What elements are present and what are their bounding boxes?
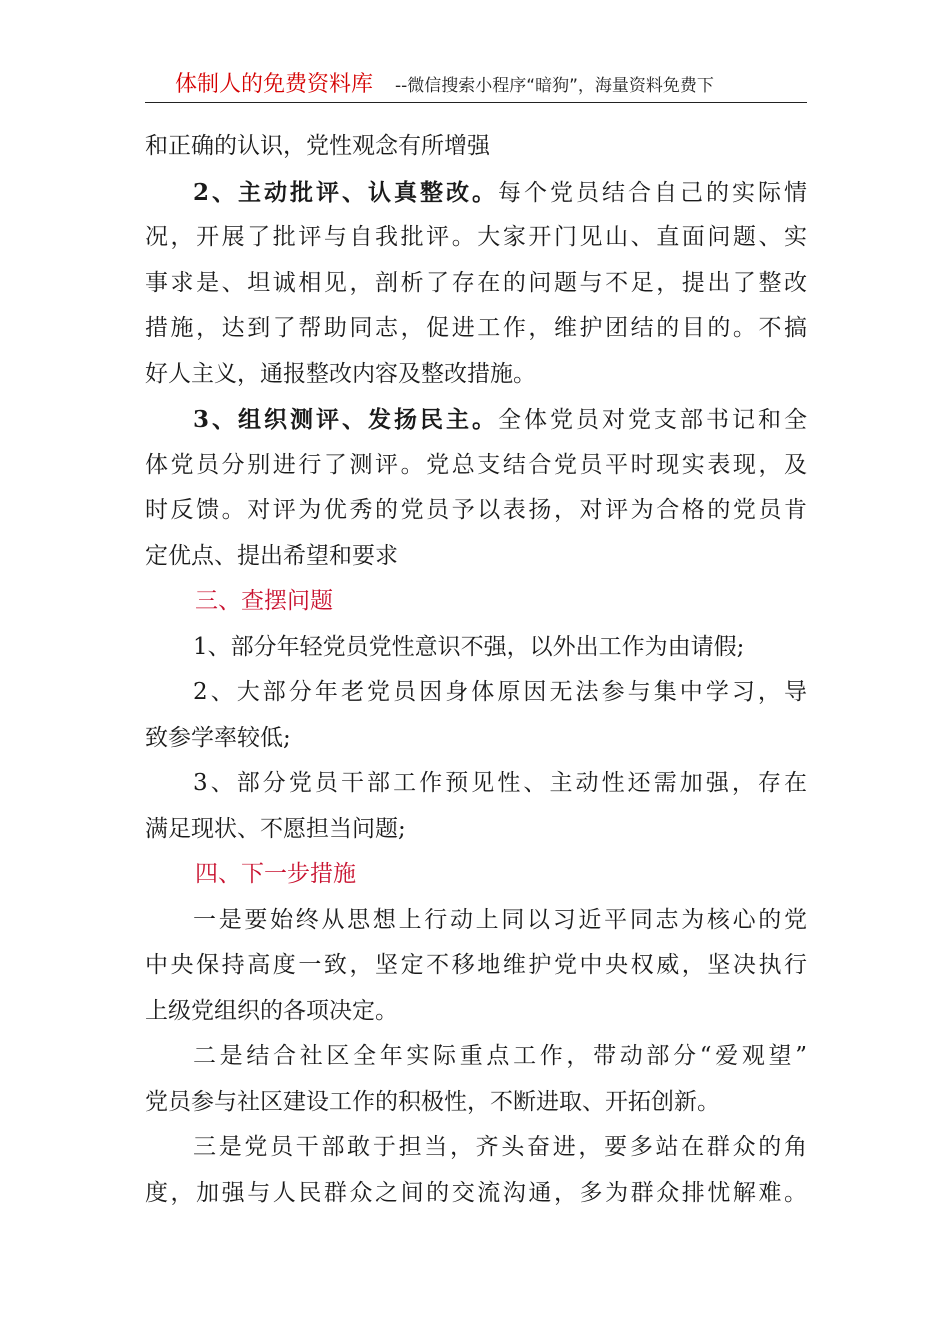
paragraph-line: 上级党组织的各项决定。 [145,997,398,1024]
paragraph-text: 每个党员结合自己的实际情 [498,179,807,206]
paragraph-line [145,170,807,216]
paragraph-line: 1、部分年轻党员党性意识不强，以外出工作为由请假; [193,633,745,660]
page-header [145,70,807,103]
paragraph-line: 中央保持高度一致，坚定不移地维护党中央权威，坚决执行 [145,952,807,978]
paragraph-line: 况，开展了批评与自我批评。大家开门见山、直面问题、实 [145,224,807,250]
document-body [145,124,807,1216]
paragraph-line: 党员参与社区建设工作的积极性，不断进取、开拓创新。 [145,1088,720,1115]
paragraph-line: 时反馈。对评为优秀的党员予以表扬，对评为合格的党员肯 [145,497,807,523]
paragraph-lead: 3、组织测评、发扬民主。 [193,406,498,433]
header-tagline: --微信搜索小程序“暗狗”，海量资料免费下 [395,76,714,96]
paragraph-line: 满足现状、不愿担当问题; [145,815,406,842]
paragraph-line: 定优点、提出希望和要求 [145,542,398,569]
paragraph-line: 致参学率较低; [145,724,291,751]
paragraph-line: 和正确的认识，党性观念有所增强 [145,133,490,159]
paragraph-line: 二是结合社区全年实际重点工作，带动部分“爱观望” [193,1043,807,1069]
paragraph-line [145,397,807,443]
paragraph-line: 度，加强与人民群众之间的交流沟通，多为群众排忧解难。 [145,1179,807,1206]
paragraph-line: 三是党员干部敢于担当，齐头奋进，要多站在群众的角 [193,1134,807,1160]
paragraph-text: 全体党员对党支部书记和全 [498,407,807,433]
paragraph-line: 事求是、坦诚相见，剖析了存在的问题与不足，提出了整改 [145,269,807,296]
header-brand: 体制人的免费资料库 [175,72,374,97]
paragraph-line: 3、部分党员干部工作预见性、主动性还需加强，存在 [193,770,807,796]
paragraph-lead: 2、主动批评、认真整改。 [193,178,498,206]
paragraph-line: 体党员分别进行了测评。党总支结合党员平时现实表现，及 [145,451,807,478]
paragraph-line: 好人主义，通报整改内容及整改措施。 [145,360,536,387]
paragraph-line: 措施，达到了帮助同志，促进工作，维护团结的目的。不搞 [145,315,807,341]
section-heading: 三、查摆问题 [195,588,333,614]
section-heading: 四、下一步措施 [195,861,356,887]
paragraph-line: 2、大部分年老党员因身体原因无法参与集中学习，导 [193,679,807,705]
paragraph-line: 一是要始终从思想上行动上同以习近平同志为核心的党 [193,906,807,933]
